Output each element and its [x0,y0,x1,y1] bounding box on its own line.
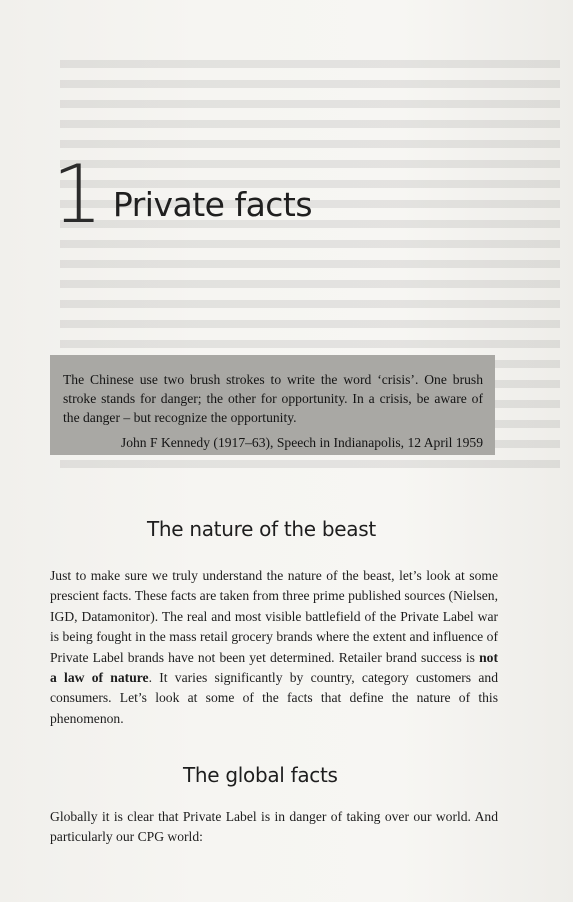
epigraph-text: The Chinese use two brush strokes to write the word ‘crisis’. One brush stroke stands for danger; the other for opportunity. In a crisis, be aware of the danger – but recognize the opportunity. [63,372,483,425]
epigraph-attribution: John F Kennedy (1917–63), Speech in Indianapolis, 12 April 1959 [120,435,483,450]
paragraph-nature [50,566,498,729]
section-heading-nature: The nature of the beast [147,517,376,541]
chapter-title: Private facts [112,185,313,224]
epigraph-box [50,355,495,455]
paragraph-text: Just to make sure we truly understand the nature of the beast, let’s look at some prescient facts. These facts are taken from three prime published sources (Nielsen, IGD, Datamonitor). The real and most visible battlefield of the Private Label war is being fought in the mass retail grocery brands where the extent and influence of Private Label brands have not been yet determined. Retailer brand success is [50,568,498,665]
section-heading-global: The global facts [183,763,338,787]
chapter-number: 1 [52,148,101,241]
paragraph-global: Globally it is clear that Private Label is in danger of taking over our world. And particularly our CPG world: [50,809,498,845]
paragraph-text: . It varies significantly by country, category customers and consumers. Let’s look at some of the facts that define the nature of this phenomenon. [50,670,498,726]
chapter-heading [52,148,313,241]
emphasis-text: not a law of nature [50,649,498,686]
